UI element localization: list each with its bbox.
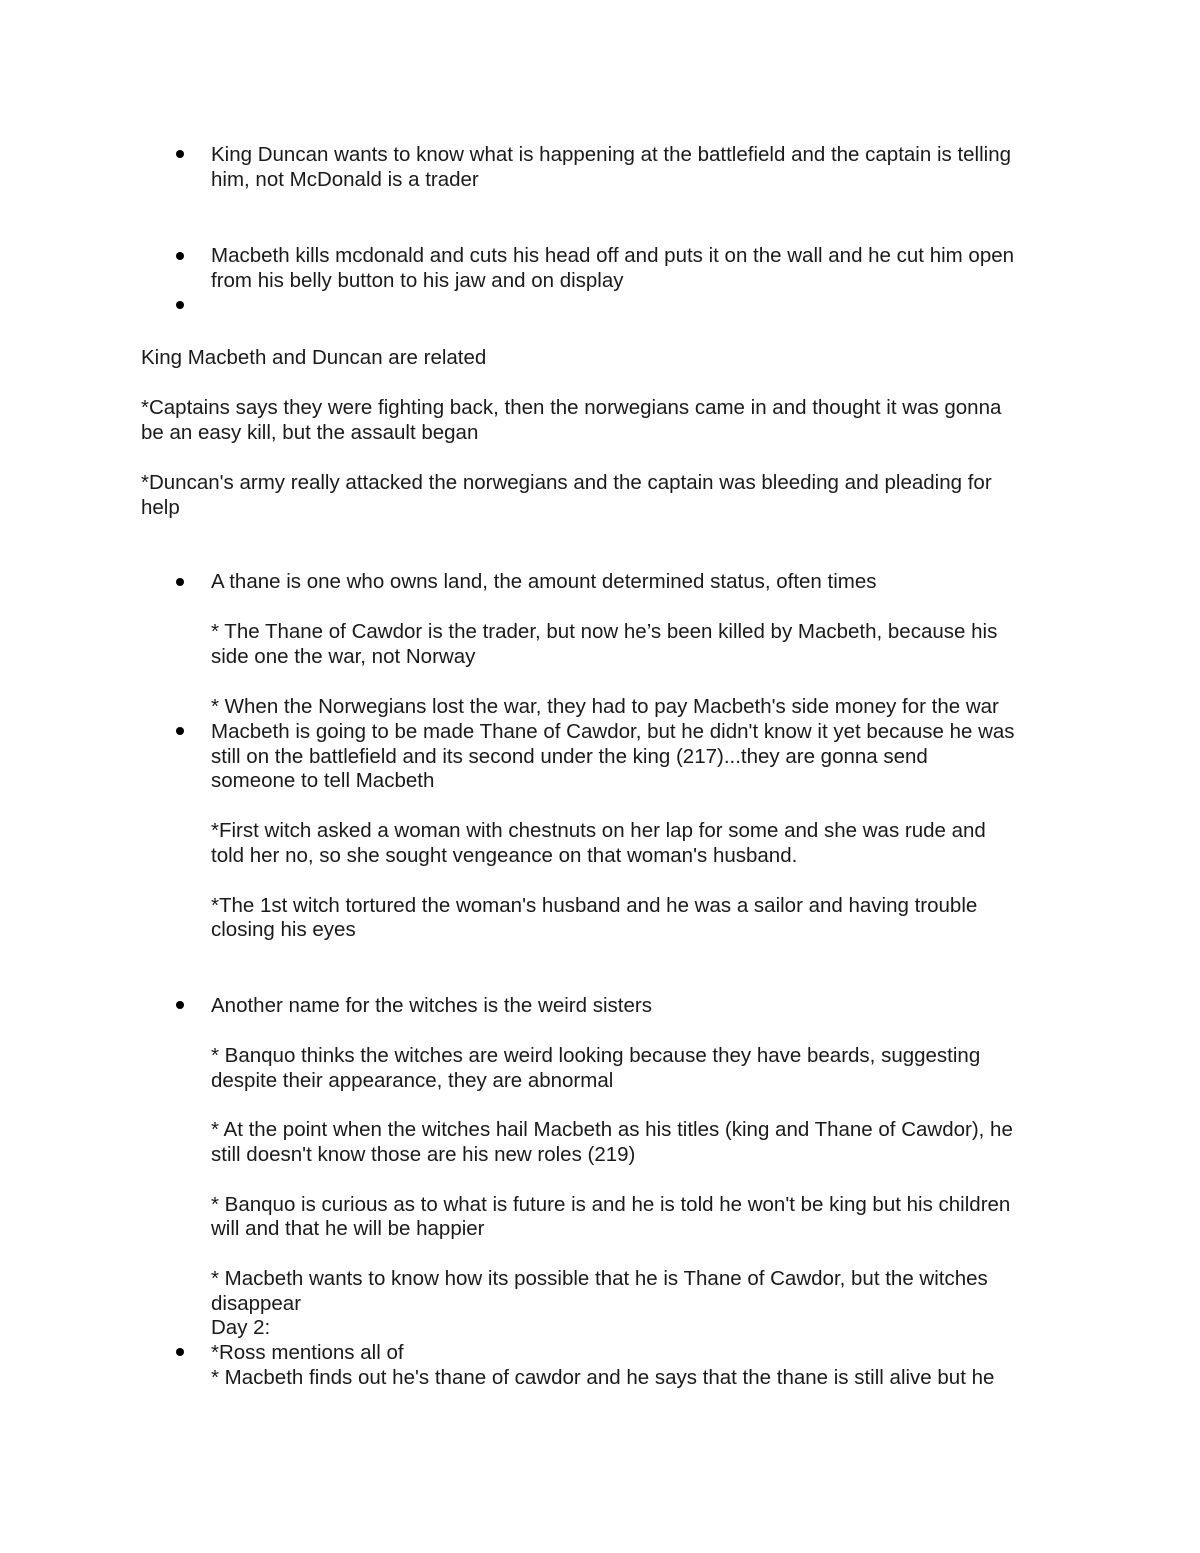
text-line: * Banquo is curious as to what is future is and he is told he won't be king but his children	[211, 1193, 1011, 1216]
bullet-marker	[176, 150, 184, 158]
text-line: help	[141, 496, 180, 519]
text-line: disappear	[211, 1292, 302, 1315]
text-line: from his belly button to his jaw and on display	[211, 269, 624, 292]
text-line: * At the point when the witches hail Macbeth as his titles (king and Thane of Cawdor), he	[211, 1118, 1013, 1141]
text-line: will and that he will be happier	[211, 1217, 485, 1240]
bullet-marker	[176, 1348, 184, 1356]
bullet-marker	[176, 252, 184, 260]
text-line: side one the war, not Norway	[211, 645, 476, 668]
text-line: someone to tell Macbeth	[211, 769, 435, 792]
text-line: *First witch asked a woman with chestnuts on her lap for some and she was rude and	[211, 819, 986, 842]
text-line: told her no, so she sought vengeance on that woman's husband.	[211, 844, 798, 867]
bullet-marker	[176, 1001, 184, 1009]
text-line: Macbeth is going to be made Thane of Cawdor, but he didn't know it yet because he was	[211, 720, 1015, 743]
text-line: * When the Norwegians lost the war, they had to pay Macbeth's side money for the war	[211, 695, 999, 718]
text-line: *Captains says they were fighting back, then the norwegians came in and thought it was gonna	[141, 396, 1002, 419]
text-line: * Banquo thinks the witches are weird looking because they have beards, suggesting	[211, 1044, 981, 1067]
text-line: *Duncan's army really attacked the norwegians and the captain was bleeding and pleading for	[141, 471, 992, 494]
text-line: still doesn't know those are his new roles (219)	[211, 1143, 636, 1166]
text-line: *The 1st witch tortured the woman's husband and he was a sailor and having trouble	[211, 894, 978, 917]
text-line: him, not McDonald is a trader	[211, 168, 479, 191]
bullet-marker	[176, 578, 184, 586]
text-line: * Macbeth finds out he's thane of cawdor and he says that the thane is still alive but he	[211, 1366, 995, 1389]
text-line: * The Thane of Cawdor is the trader, but now he’s been killed by Macbeth, because his	[211, 620, 998, 643]
text-line: closing his eyes	[211, 918, 356, 941]
text-line: be an easy kill, but the assault began	[141, 421, 479, 444]
text-line: King Macbeth and Duncan are related	[141, 346, 487, 369]
text-line: * Macbeth wants to know how its possible that he is Thane of Cawdor, but the witches	[211, 1267, 988, 1290]
day-label: Day 2:	[211, 1316, 271, 1339]
text-line: Macbeth kills mcdonald and cuts his head off and puts it on the wall and he cut him open	[211, 244, 1015, 267]
text-line: Another name for the witches is the weird sisters	[211, 994, 652, 1017]
text-line: A thane is one who owns land, the amount determined status, often times	[211, 570, 877, 593]
bullet-marker-empty	[176, 301, 184, 309]
text-line: *Ross mentions all of	[211, 1341, 404, 1364]
text-line: still on the battlefield and its second under the king (217)...they are gonna send	[211, 745, 928, 768]
text-line: despite their appearance, they are abnormal	[211, 1069, 614, 1092]
text-line: King Duncan wants to know what is happening at the battlefield and the captain is telling	[211, 143, 1012, 166]
bullet-marker	[176, 727, 184, 735]
